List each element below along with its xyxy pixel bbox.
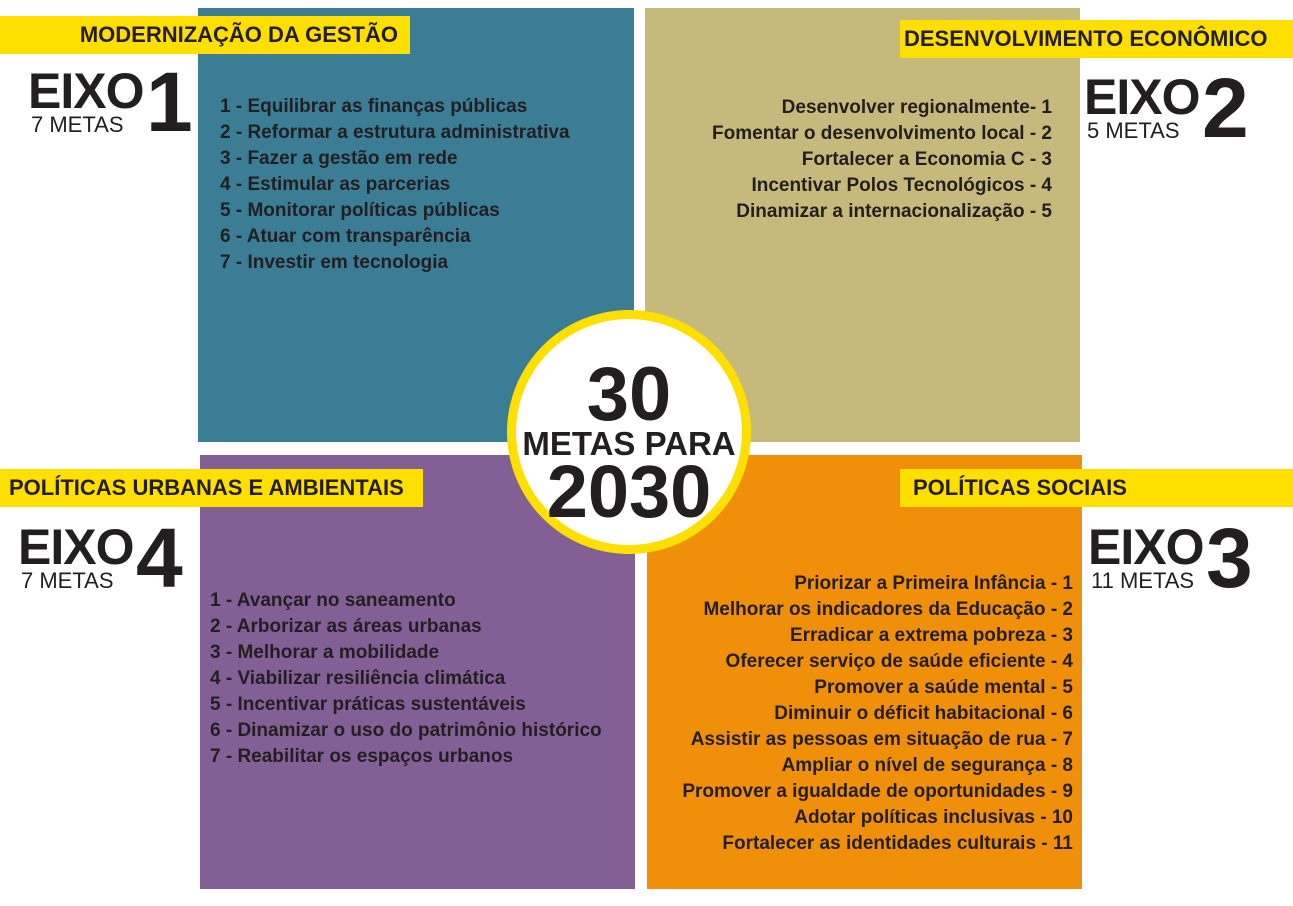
goal-item: Fomentar o desenvolvimento local - 2 [712,123,1052,144]
goal-item: Promover a igualdade de oportunidades - 9 [682,781,1073,802]
eixo2-banner: DESENVOLVIMENTO ECONÔMICO [900,20,1293,58]
eixo1-number: 1 [146,55,193,149]
goal-item: Oferecer serviço de saúde eficiente - 4 [725,651,1073,672]
eixo3-number: 3 [1206,511,1253,605]
goal-item: Assistir as pessoas em situação de rua - 7 [690,729,1073,750]
eixo2-goals [712,95,1052,225]
goal-item: Priorizar a Primeira Infância - 1 [794,573,1073,594]
center-year: 2030 [546,450,712,533]
goal-item: 6 - Dinamizar o uso do patrimônio histórico [210,720,602,741]
goal-item: 3 - Melhorar a mobilidade [210,642,440,663]
eixo3-word: EIXO [1088,519,1204,575]
goal-item: 2 - Reformar a estrutura administrativa [220,122,570,143]
goal-item: Fortalecer a Economia C - 3 [801,149,1052,170]
goal-item: 4 - Estimular as parcerias [220,174,451,195]
goal-item: Incentivar Polos Tecnológicos - 4 [751,175,1052,196]
eixo2-word: EIXO [1084,69,1200,125]
center-badge-inner [516,319,742,545]
goal-item: 5 - Monitorar políticas públicas [220,200,500,221]
goal-item: 3 - Fazer a gestão em rede [220,148,458,169]
eixo4-goals [210,588,602,770]
goal-item: 4 - Viabilizar resiliência climática [210,668,506,689]
goal-item: Promover a saúde mental - 5 [814,677,1073,698]
eixo1-banner: MODERNIZAÇÃO DA GESTÃO [0,16,410,54]
goal-item: Diminuir o déficit habitacional - 6 [774,703,1073,724]
goal-item: Melhorar os indicadores da Educação - 2 [703,599,1073,620]
eixo4-word: EIXO [18,519,134,575]
eixo1-goals [220,94,570,276]
center-subtitle: METAS PARA [522,425,736,462]
goal-item: 1 - Equilibrar as finanças públicas [220,96,528,117]
eixo3-goals [682,571,1073,857]
goal-item: 7 - Investir em tecnologia [220,252,449,273]
goal-item: 6 - Atuar com transparência [220,226,471,247]
goal-item: Adotar políticas inclusivas - 10 [794,807,1073,828]
goal-item: Fortalecer as identidades culturais - 11 [722,833,1073,854]
goal-item: Dinamizar a internacionalização - 5 [736,201,1052,222]
eixo2-number: 2 [1202,61,1249,155]
eixo1-metas: 7 METAS [31,112,124,137]
goal-item: Erradicar a extrema pobreza - 3 [789,625,1073,646]
eixo1-word: EIXO [28,63,144,119]
goal-item: 1 - Avançar no saneamento [210,590,456,611]
eixo3-metas: 11 METAS [1091,568,1195,593]
goal-item: 7 - Reabilitar os espaços urbanos [210,746,514,767]
goal-item: Desenvolver regionalmente- 1 [781,97,1052,118]
eixo3-banner: POLÍTICAS SOCIAIS [900,469,1293,507]
eixo4-banner: POLÍTICAS URBANAS E AMBIENTAIS [0,469,423,507]
eixo4-metas: 7 METAS [21,568,114,593]
goal-item: 5 - Incentivar práticas sustentáveis [210,694,526,715]
goal-item: Ampliar o nível de segurança - 8 [781,755,1073,776]
eixo2-metas: 5 METAS [1087,118,1180,143]
center-badge [507,310,751,554]
center-number: 30 [586,352,672,437]
eixo4-number: 4 [136,511,183,605]
goal-item: 2 - Arborizar as áreas urbanas [210,616,482,637]
